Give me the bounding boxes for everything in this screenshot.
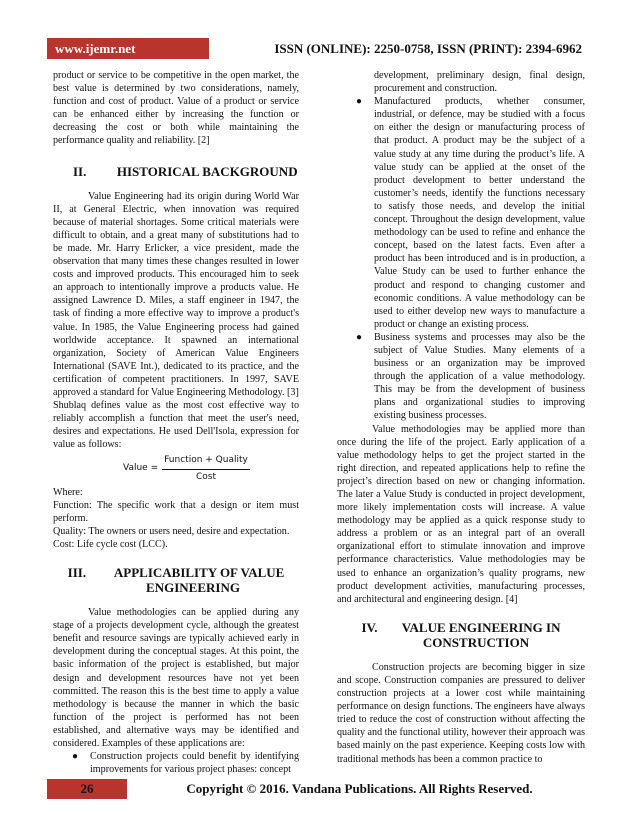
page-number: 26 xyxy=(47,779,127,799)
bullet-icon: ● xyxy=(72,751,79,763)
section-heading-construction xyxy=(337,620,585,650)
copyright-notice: Copyright © 2016. Vandana Publications. All Rights Reserved. xyxy=(127,779,592,799)
construction-paragraph: Construction projects are becoming bigger in size and scope. Construction companies are pressured to deliver construction projects at a lower cost while maintaining performance on design functions. The engineers have always tried to reduce the cost of construction without affecting the quality and the functional utility, however their approach was based mainly on the past experience. Keeping costs low with traditional methods has been a common practice to xyxy=(337,661,585,765)
section-number: II. xyxy=(73,163,87,179)
section-title-line2: ENGINEERING xyxy=(146,580,240,596)
equation-lhs: Value = xyxy=(123,463,159,474)
section-title-line1: APPLICABILITY OF VALUE xyxy=(113,565,285,581)
section-heading-historical xyxy=(53,164,299,179)
section-title-line1: VALUE ENGINEERING IN xyxy=(401,619,561,635)
equation-denominator: Cost xyxy=(195,471,216,482)
section-heading-applicability xyxy=(53,565,299,595)
list-item: ● Business systems and processes may also be the subject of Value Studies. Many elements of a business or an organization may be improved through the application of a value methodology. This may be from the development of business plans and organizational studies to improving existing business processes. xyxy=(356,331,585,422)
lifecycle-paragraph: Value methodologies may be applied more than once during the life of the project. Early application of a value methodology helps to get the project started in the right direction, and repeated applications help to refine the project’s direction based on new or changing information. The later a Value Study is conducted in project development, more likely implementation costs will increase. A value methodology may be applied as a quick response study to address a problem or as an integral part of an overall organizational effort to stimulate innovation and improve performance characteristics. Value methodologies may be used to enhance an organization’s quality programs, new product development activities, manufacturing processes, and architectural and engineering design. [4] xyxy=(337,423,585,605)
section-number: III. xyxy=(67,565,87,581)
list-item: ● Manufactured products, whether consumer, industrial, or defence, may be studied with a focus on either the design or manufacturing process of that product. A product may be the subject of a value study at any time during the product’s life. A value study can be applied at the onset of the product development to better understand the customer’s needs, identify the functions necessary to satisfy those needs, and develop the initial concept. Throughout the design development, value methodology can be used to refine and enhance the concept, based on the latest facts. Even after a product has been introduced and is in production, a Value Study can be used to further enhance the product and respond to changing customer and economic conditions. A value methodology can be used to either develop new ways to manufacture a product or change an existing process. xyxy=(356,96,585,330)
definition-quality: Quality: The owners or users need, desire and expectation. xyxy=(53,525,290,537)
value-equation xyxy=(123,454,299,483)
page-footer xyxy=(47,779,592,799)
section-title-line2: CONSTRUCTION xyxy=(422,634,530,650)
section-number: IV. xyxy=(361,619,378,635)
list-item: ● Construction projects could benefit by identifying improvements for various project phases: concept xyxy=(72,751,299,776)
history-paragraph: Value Engineering had its origin during World War II, at General Electric, when innovation was required because of material shortages. Some critical materials were difficult to obtain, and a great many of substitutions had to be made. Mr. Harry Erlicker, a vice president, made the observation that many times these changes resulted in lower costs and improved products. This encouraged him to seek an approach to intentionally improve a products value. He assigned Lawrence D. Miles, a staff engineer in 1947, the task of finding a more effective way to improve a product's value. In 1985, the Value Engineering process had gained worldwide acceptance. It spawned an international organization, Society of American Value Engineers International (SAVE Int.), dedicated to its practice, and the certification of competent practitioners. In 1997, SAVE approved a standard for Value Engineering Methodology. [3] xyxy=(53,190,299,398)
issn-line: ISSN (ONLINE): 2250-0758, ISSN (PRINT): 2394-6962 xyxy=(274,40,582,56)
equation-fraction xyxy=(162,454,250,483)
page-header xyxy=(47,38,592,59)
applications-list-continued xyxy=(337,95,585,422)
section-title: HISTORICAL BACKGROUND xyxy=(116,163,298,179)
definition-function: Function: The specific work that a design or item must perform. xyxy=(53,499,299,524)
right-column xyxy=(337,69,585,766)
shublaq-paragraph: Shublaq defines value as the most cost effective way to reliably accomplish a function that meet the user's need, desires and expectations. He used Dell'Isola, expression for value as follows: xyxy=(53,400,299,451)
journal-website: www.ijemr.net xyxy=(47,38,209,59)
applications-list xyxy=(53,750,299,776)
bullet-icon: ● xyxy=(356,96,363,108)
left-column xyxy=(53,69,299,776)
where-label: Where: xyxy=(53,486,83,498)
definition-cost: Cost: Life cycle cost (LCC). xyxy=(53,539,168,550)
equation-numerator: Function + Quality xyxy=(162,454,250,469)
list-item-continued: development, preliminary design, final design, procurement and construction. xyxy=(374,70,585,95)
intro-paragraph: product or service to be competitive in the open market, the best value is determined by two considerations, namely, function and cost of product. Value of a product or service can be enhanced either by increasing the function or decreasing the cost or both while maintaining the performance quality and reliability. [2] xyxy=(53,70,299,147)
bullet-icon: ● xyxy=(356,331,363,343)
applicability-paragraph: Value methodologies can be applied during any stage of a projects development cycle, although the greatest benefit and resource savings are typically achieved early in development during the conceptual stages. At this point, the basic information of the project is established, but major design and development resources have not yet been committed. The reason this is the best time to apply a value methodology is because the manner in which the basic function of the project is performed has not been established, and alternative ways may be identified and considered. Examples of these applications are: xyxy=(53,607,299,750)
